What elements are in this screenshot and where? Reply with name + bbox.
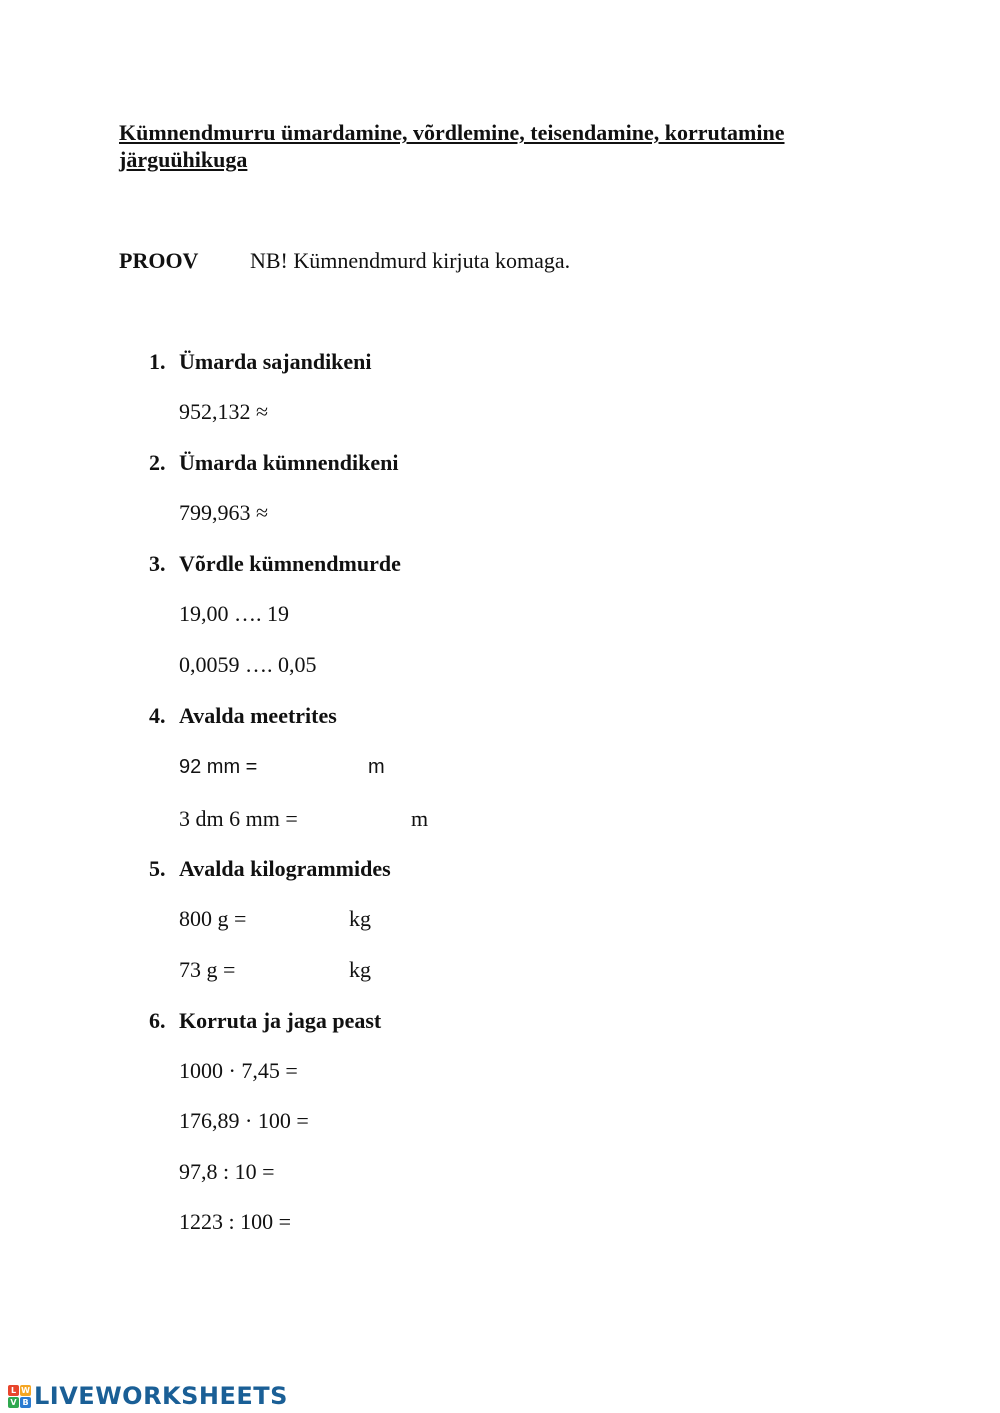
logo-block-1: L bbox=[8, 1385, 19, 1396]
question-2-heading: Ümarda kümnendikeni bbox=[179, 450, 399, 475]
question-5-unit-1: kg bbox=[349, 906, 371, 931]
question-6-line-3: 97,8 : 10 = bbox=[179, 1159, 275, 1184]
question-4-unit-2: m bbox=[411, 806, 429, 831]
question-4-line-2: 3 dm 6 mm = bbox=[179, 806, 298, 831]
logo-block-3: V bbox=[8, 1397, 19, 1408]
question-4-heading: Avalda meetrites bbox=[179, 703, 337, 728]
question-6-line-1: 1000 · 7,45 = bbox=[179, 1058, 298, 1083]
question-5-number: 5. bbox=[149, 856, 166, 881]
question-2-line-1: 799,963 ≈ bbox=[179, 500, 269, 525]
logo-text: LIVEWORKSHEETS bbox=[34, 1382, 288, 1410]
page-title: Kümnendmurru ümardamine, võrdlemine, teisendamine, korrutamine järguühikuga bbox=[119, 120, 785, 172]
liveworksheets-logo-icon bbox=[8, 1385, 31, 1408]
proov-label: PROOV bbox=[119, 248, 199, 273]
logo-block-2: W bbox=[21, 1385, 30, 1395]
question-5-unit-2: kg bbox=[349, 957, 371, 982]
question-1-heading: Ümarda sajandikeni bbox=[179, 349, 372, 374]
question-6-line-4: 1223 : 100 = bbox=[179, 1209, 292, 1234]
question-5-line-1: 800 g = bbox=[179, 906, 247, 931]
question-3-line-1: 19,00 …. 19 bbox=[179, 601, 289, 626]
question-4-number: 4. bbox=[149, 703, 166, 728]
liveworksheets-logo bbox=[8, 1381, 288, 1411]
question-4-unit-1: m bbox=[368, 756, 385, 778]
question-6-number: 6. bbox=[149, 1008, 166, 1033]
question-1-number: 1. bbox=[149, 349, 166, 374]
question-6-heading: Korruta ja jaga peast bbox=[179, 1008, 382, 1033]
question-5-line-2: 73 g = bbox=[179, 957, 236, 982]
question-5-heading: Avalda kilogrammides bbox=[179, 856, 391, 881]
question-2-number: 2. bbox=[149, 450, 166, 475]
instruction-note: NB! Kümnendmurd kirjuta komaga. bbox=[250, 248, 571, 273]
question-3-number: 3. bbox=[149, 551, 166, 576]
question-6-line-2: 176,89 · 100 = bbox=[179, 1108, 309, 1133]
question-1-line-1: 952,132 ≈ bbox=[179, 399, 269, 424]
question-4-line-1: 92 mm = bbox=[179, 756, 258, 778]
logo-block-4: B bbox=[20, 1397, 31, 1408]
question-3-heading: Võrdle kümnendmurde bbox=[179, 551, 401, 576]
question-3-line-2: 0,0059 …. 0,05 bbox=[179, 652, 317, 677]
